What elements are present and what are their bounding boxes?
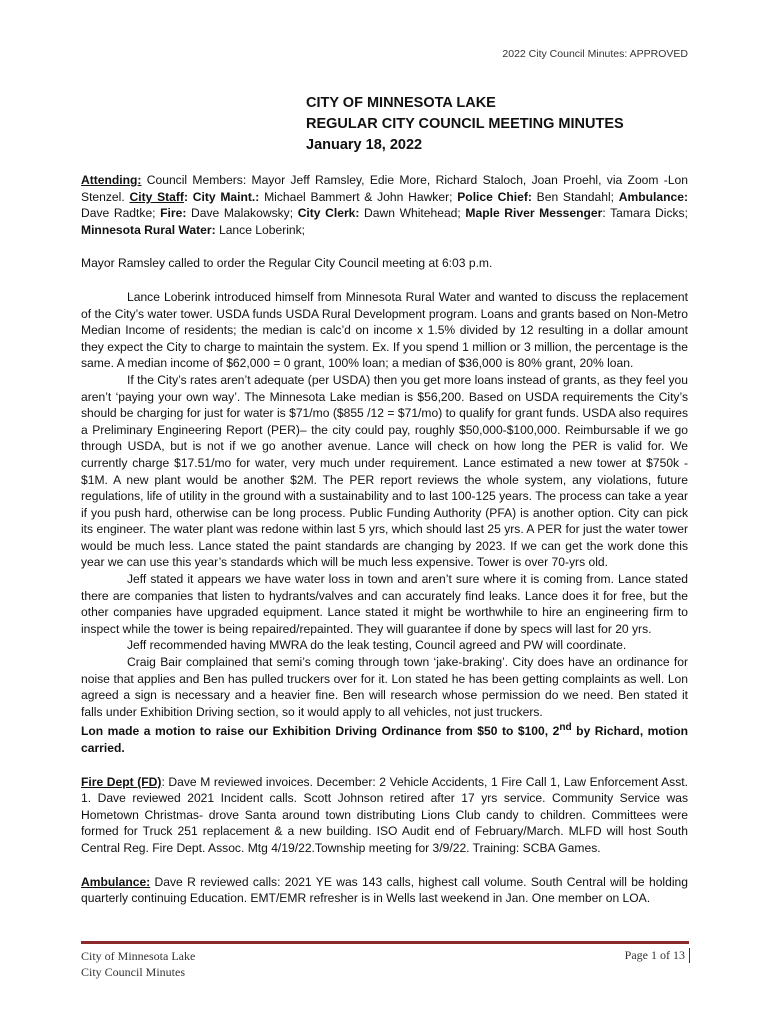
- attending-label: Attending:: [81, 173, 142, 187]
- footer-left: [81, 948, 195, 980]
- clerk-text: Dawn Whitehead;: [359, 206, 466, 221]
- attending-paragraph: [81, 172, 688, 238]
- maint-label: City Maint.:: [187, 189, 260, 204]
- body-paragraph: Craig Bair complained that semi’s coming through town ‘jake-braking’. City does have an ordinance for noise that applies and Ben has pulled truckers over for it. Lon stated he has been getting complaints as well. Lon agreed a sign is necessary and a heavier fine. Ben will research whose permission do we need. Ben stated it falls under Exhibition Driving section, so it would apply to all vehicles, not just truckers.: [81, 655, 688, 719]
- fire-dept-label: Fire Dept (FD): [81, 774, 162, 789]
- staff-label: City Staff: [129, 189, 184, 204]
- police-label: Police Chief:: [457, 189, 532, 204]
- document-title: [306, 93, 624, 156]
- footer-doc: City Council Minutes: [81, 965, 186, 979]
- motion-sup: nd: [559, 722, 572, 734]
- rural-water-text: Lance Loberink;: [215, 222, 306, 237]
- title-city: CITY OF MINNESOTA LAKE: [306, 95, 496, 111]
- body-paragraph: Jeff recommended having MWRA do the leak testing, Council agreed and PW will coordinate.: [127, 638, 627, 653]
- title-date: January 18, 2022: [306, 137, 423, 153]
- ambulance-label: Ambulance:: [81, 874, 151, 889]
- police-text: Ben Standahl;: [531, 189, 619, 204]
- ambulance-staff-label: Ambulance:: [618, 189, 689, 204]
- minutes-body: [81, 172, 688, 924]
- motion-statement: [81, 720, 688, 756]
- clerk-label: City Clerk:: [297, 206, 360, 221]
- motion-text: Lon made a motion to raise our Exhibition Driving Ordinance from $50 to $100, 2: [81, 724, 560, 739]
- maint-text: Michael Bammert & John Hawker;: [259, 189, 458, 204]
- fire-staff-text: Dave Malakowsky;: [186, 206, 298, 221]
- footer-city: City of Minnesota Lake: [81, 949, 196, 963]
- page-number: Page 1 of 13: [625, 948, 690, 963]
- footer-rule: [81, 941, 689, 944]
- ambulance-text: Dave R reviewed calls: 2021 YE was 143 calls, highest call volume. South Central will be holding quarterly continuing Education. EMT/EMR refresher is in Wells last weekend in Jan. One member on LOA.: [81, 874, 688, 906]
- messenger-text: : Tamara Dicks;: [602, 206, 688, 221]
- ambulance-section: [81, 874, 688, 907]
- messenger-label: Maple River Messenger: [465, 206, 603, 221]
- fire-staff-label: Fire:: [160, 206, 187, 221]
- title-meeting: REGULAR CITY COUNCIL MEETING MINUTES: [306, 116, 624, 132]
- staff-colon: :: [183, 189, 188, 204]
- body-paragraph: Jeff stated it appears we have water loss in town and aren’t sure where it is coming from. Lance stated there are companies that listen to hydrants/valves and can accurately find leaks. Lance does it for free, but the other companies have upgraded equipment. Lance stated it might be worthwhile to hire an engineering firm to inspect while the tower is being repaired/repainted. They will guarantee if done by specs will last for 20 yrs.: [81, 572, 688, 636]
- attending-members: Council Members: Mayor Jeff Ramsley, Edie More, Richard Staloch, Joan Proehl, via Zoom -Lon Stenzel.: [81, 173, 688, 204]
- rural-water-label: Minnesota Rural Water:: [81, 222, 216, 237]
- fire-dept-section: [81, 774, 688, 857]
- running-header: 2022 City Council Minutes: APPROVED: [502, 48, 688, 60]
- ambulance-staff-text: Dave Radtke;: [81, 206, 161, 221]
- fire-dept-text: : Dave M reviewed invoices. December: 2 Vehicle Accidents, 1 Fire Call 1, Law Enforcement Asst. 1. Dave reviewed 2021 Incident calls. Scott Johnson retired after 17 yrs service. Community Service was Hometown Christmas- drove Santa around town distributing Lions Club candy to children. Committees were formed for Truck 251 replacement & a new building. ISO Audit end of February/March. MLFD will host South Central Reg. Fire Dept. Assoc. Mtg 4/19/22.Township meeting for 3/9/22. Training: SCBA Games.: [81, 774, 688, 855]
- motion-text-end: by Richard, motion carried.: [81, 724, 688, 756]
- call-to-order: Mayor Ramsley called to order the Regular City Council meeting at 6:03 p.m.: [81, 256, 493, 271]
- body-paragraph: Lance Loberink introduced himself from Minnesota Rural Water and wanted to discuss the replacement of the City’s water tower. USDA funds USDA Rural Development program. Loans and grants based on Non-Metro Median Income of residents; the median is calc’d on income x 1.5% divided by 12 resulting in a dollar amount they expect the City to charge to maintain the system. Ex. If you spend 1 million or 3 million, the percentage is the same. A median income of $62,000 = 0 grant, 100% loan; a median of $36,000 is 80% grant, 20% loan.: [81, 289, 689, 371]
- body-paragraph: If the City’s rates aren’t adequate (per USDA) then you get more loans instead of grants, as they feel you aren’t ‘paying your own way’. The Minnesota Lake median is $56,200. Based on USDA requirements the City’s should be charging for just for water is $71/mo ($855 /12 = $71/mo) to qualify for grant funds. USDA also requires a Preliminary Engineering Report (PER)– the city could pay, roughly $50,000-$100,000. Reimbursable if we go through USDA, but is not if we go another avenue. Lance will check on how long the PER is valid for. We currently charge $17.51/mo for water, very much under requirement. Lance estimated a new tower at $750k - $1M. A new plant would be another $2M. The PER report reviews the whole system, any violations, future regulations, life of utility in the ground with a sustainability and to last 100-125 years. The process can take a year if you push hard, otherwise can be long process. Public Funding Authority (PFA) is another option. City can pick its engineer. The water plant was redone within last 5 yrs, which should last 25 yrs. A PER for just the water tower would be much less. Lance stated the paint standards are changing by 2023. If we can get the work done this year we can use this year’s standards which will be much less expensive. Tower is over 70-yrs old.: [81, 372, 688, 570]
